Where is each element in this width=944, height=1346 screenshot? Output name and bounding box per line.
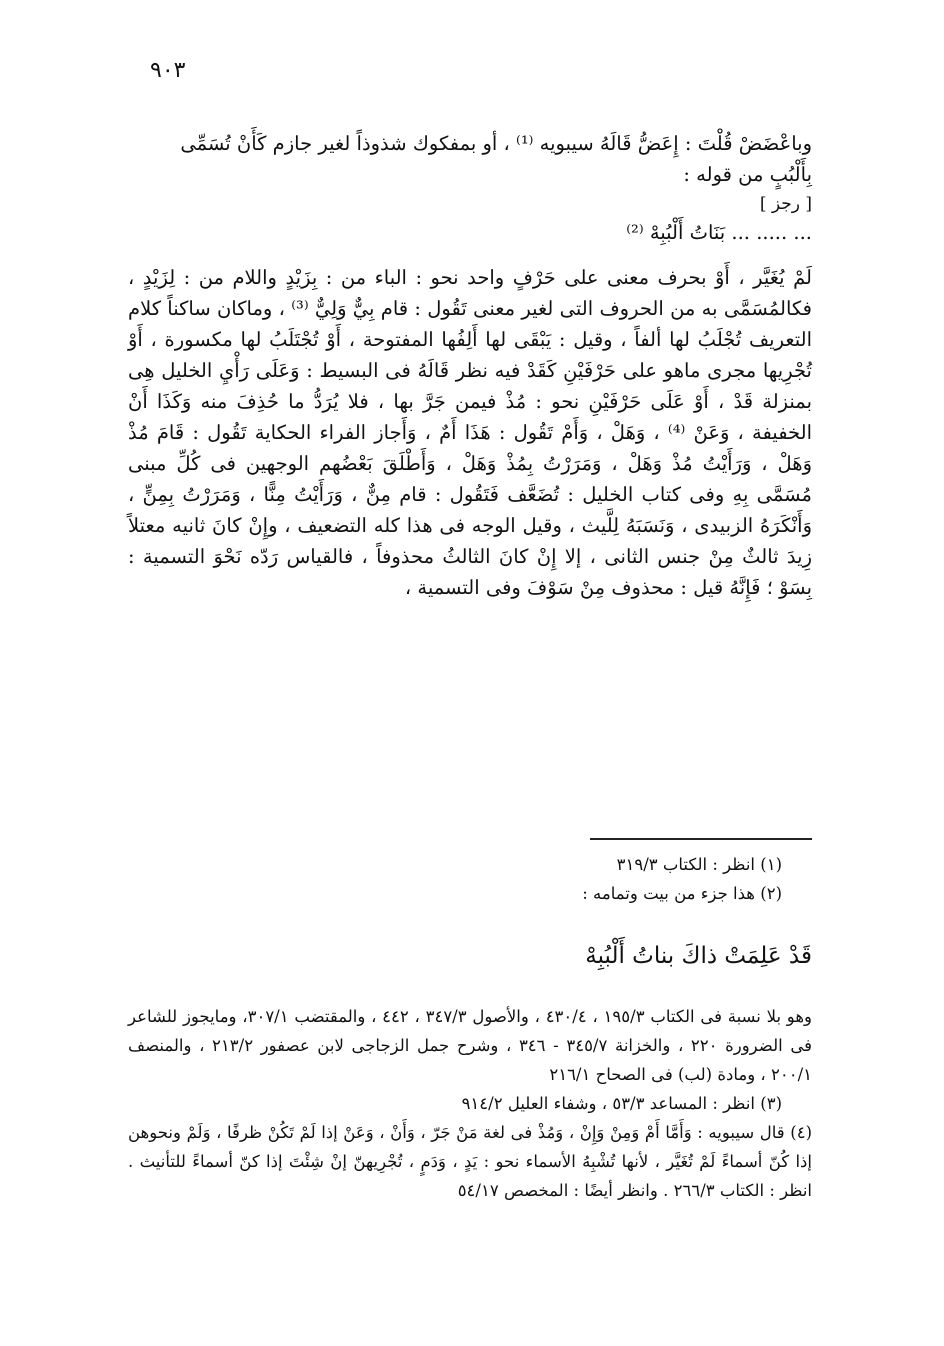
footnote-2: (٢) هذا جزء من بيت وتمامه : xyxy=(582,884,782,903)
footnote-separator xyxy=(590,838,812,840)
main-text xyxy=(128,128,812,603)
footnote-1: (١) انظر : الكتاب ٣١٩/٣ xyxy=(616,855,782,874)
footnote-2-verse: قَدْ عَلِمَتْ ذاكَ بناتُ أَلْبُبِهْ xyxy=(585,943,812,969)
paragraph-gap xyxy=(128,248,812,262)
paragraph-1-line-2: بِأَلْبُبٍ من قوله : xyxy=(683,163,812,186)
footnote-2-detail: وهو بلا نسبة فى الكتاب ١٩٥/٣ ، ٤٣٠/٤ ، والأصول ٣٤٧/٣ ، ٤٤٢ ، والمقتضب ٣٠٧/١، ومايجوز للشاعر فى الضرورة ٢٢٠ ، والخزانة ٣٤٥/٧ - ٣٤٦ ، وشرح جمل الزجاجى لابن عصفور ٢١٣/٢ ، والمنصف ٢٠٠/١ ، ومادة (لب) فى الصحاح ٢١٦/١ xyxy=(128,1007,812,1084)
footnote-4: (٤) قال سيبويه : وَأَمَّا أَمْ وَمِنْ وَإِنْ ، وَمُذْ فى لغة مَنْ جَرّ ، وَأَنْ ، وَعَنْ إذا لَمْ تَكُنْ ظرفًا ، وَلَمْ ونحوهن إذا كُنّ أسماءً لَمْ تُغَيَّر ، لأنها تُشْبِهُ الأسماء نحو : يَدٍ ، وَدَمٍ ، تُجْرِيهنّ إنْ شِئْتَ إذا كنّ أسماءً للتأنيث . انظر : الكتاب ٢٦٦/٣ . وانظر أيضًا : المخصص ٥٤/١٧ xyxy=(128,1123,812,1200)
page-number: ٩٠٣ xyxy=(150,58,186,83)
paragraph-1-line-1: وباعْضَضْ قُلْتَ : إِعَضُّ قَالَهُ سيبويه ⁽¹⁾ ، أو بمفكوك شذوذاً لغير جازم كَأَنْ تُسَمِّى xyxy=(180,132,812,155)
footnote-3: (٣) انظر : المساعد ٥٣/٣ ، وشفاء العليل ٩١٤/٢ xyxy=(461,1094,782,1113)
verse-quote: ... ..... ... بَنَاتُ أَلْبُبِهْ ⁽²⁾ xyxy=(626,221,812,244)
verse-meter-tag: [ رجز ] xyxy=(759,194,812,214)
paragraph-2: لَمْ يُغَيَّر ، أَوْ بحرف معنى على حَرْفٍ واحد نحو : الباء من : بِزَيْدٍ واللام من : لِزَيْدٍ ، فكالمُسَمَّى به من الحروف التى لغير معنى تَقُول : قام بِيٌّ وَلِيٌّ ⁽³⁾ ، وماكان ساكناً كلام التعريف تُجْلَبُ لها ألفاً ، وقيل : يَبْقَى لها أَلِفُها المفتوحة ، أَوْ تُجْتَلَبُ لها مكسورة ، أَوْ تُجْرِيها مجرى ماهو على حَرْفَيْنِ كَقَدْ فيه نظر قَالَهُ فى البسيط : وَعَلَى رَأْيِ الخليل هِى بمنزلة قَدْ ، أَوْ عَلَى حَرْفَيْنِ نحو : مُذْ فيمن جَرَّ بها ، فلا يُرَدُّ ما حُذِفَ منه وَكَذَا أَنْ الخفيفة ، وَعَنْ ⁽⁴⁾ ، وَهَلْ ، وَأَمْ تَقُول : هَذَا أَمٌ ، وَأَجاز الفراء الحكاية تَقُول : قَامَ مُذْ وَهَلْ ، وَرَأَيْتُ مُذْ وَهَلْ ، وَمَرَرْتُ بِمُذْ وَهَلْ ، وَأَطْلَقَ بَعْضُهم الوجهين فى كُلِّ مبنى مُسَمَّى بِهِ وفى كتاب الخليل : تُضَعَّف فَتَقُول : قام مِنٌّ ، وَرَأَيْتُ مِنًّا ، وَمَرَرْتُ بِمِنٍّ ، وَأَنْكَرَهُ الزبيدى ، وَنَسَبَهُ لِلَّيث ، وقيل الوجه فى هذا كله التضعيف ، وإِنْ كانَ ثانيه معتلاً زِيدَ ثالثٌ مِنْ جنس الثانى ، إلا إِنْ كانَ الثالثُ محذوفاً ، فالقياس رَدّه نَحْوَ التسمية : بِسَوْ ؛ فَإِنَّهُ قيل : محذوف مِنْ سَوْفَ وفى التسمية ، xyxy=(128,266,813,599)
footnotes xyxy=(128,850,812,1205)
